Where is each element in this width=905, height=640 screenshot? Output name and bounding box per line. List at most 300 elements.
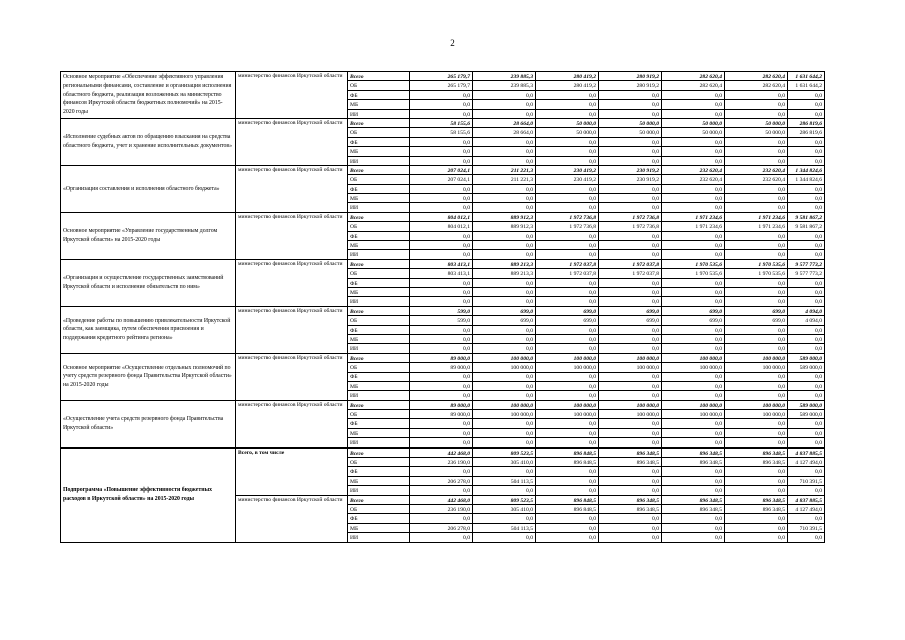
amount-cell: 0,0 xyxy=(410,194,473,203)
amount-cell: 100 000,0 xyxy=(662,410,725,419)
amount-cell: 889 912,3 xyxy=(473,222,536,231)
funding-source: Всего xyxy=(348,306,410,315)
amount-cell: 236 190,0 xyxy=(410,504,473,513)
amount-cell: 804 012,1 xyxy=(410,222,473,231)
amount-cell: 265 179,7 xyxy=(410,72,473,81)
amount-cell: 1 972 736,8 xyxy=(536,212,599,221)
amount-cell: 0,0 xyxy=(473,184,536,193)
amount-cell: 889 213,3 xyxy=(473,259,536,268)
amount-cell: 0,0 xyxy=(536,241,599,250)
amount-cell: 9 577 773,2 xyxy=(788,269,825,278)
amount-cell: 0,0 xyxy=(788,325,825,334)
amount-cell: 0,0 xyxy=(662,109,725,118)
amount-cell: 0,0 xyxy=(725,428,788,437)
amount-cell: 0,0 xyxy=(662,476,725,485)
amount-cell: 0,0 xyxy=(788,381,825,390)
amount-cell: 0,0 xyxy=(725,523,788,532)
funding-source: МБ xyxy=(348,428,410,437)
table-row xyxy=(61,400,825,409)
amount-cell: 0,0 xyxy=(725,184,788,193)
amount-cell: 0,0 xyxy=(725,381,788,390)
funding-source: ИИ xyxy=(348,156,410,165)
amount-cell: 0,0 xyxy=(536,203,599,212)
amount-cell: 232 620,4 xyxy=(662,175,725,184)
amount-cell: 0,0 xyxy=(662,344,725,353)
amount-cell: 89 000,0 xyxy=(410,410,473,419)
amount-cell: 282 620,4 xyxy=(662,81,725,90)
amount-cell: 100 000,0 xyxy=(536,400,599,409)
amount-cell: 896 348,5 xyxy=(725,448,788,458)
funding-source: ФБ xyxy=(348,419,410,428)
amount-cell: 0,0 xyxy=(788,467,825,476)
funding-source: МБ xyxy=(348,334,410,343)
amount-cell: 50 000,0 xyxy=(725,118,788,127)
amount-cell: 0,0 xyxy=(599,381,662,390)
amount-cell: 0,0 xyxy=(599,344,662,353)
funding-source: МБ xyxy=(348,381,410,390)
amount-cell: 699,0 xyxy=(662,306,725,315)
amount-cell: 0,0 xyxy=(410,419,473,428)
amount-cell: 0,0 xyxy=(410,325,473,334)
amount-cell: 0,0 xyxy=(599,100,662,109)
amount-cell: 28 664,0 xyxy=(473,128,536,137)
amount-cell: 710 391,5 xyxy=(788,523,825,532)
funding-source: МБ xyxy=(348,476,410,485)
amount-cell: 50 000,0 xyxy=(662,118,725,127)
amount-cell: 699,0 xyxy=(473,316,536,325)
amount-cell: 9 581 867,2 xyxy=(788,212,825,221)
funding-source: ФБ xyxy=(348,278,410,287)
amount-cell: 1 344 824,6 xyxy=(788,165,825,174)
amount-cell: 1 344 824,6 xyxy=(788,175,825,184)
funding-source: ФБ xyxy=(348,137,410,146)
funding-source: ФБ xyxy=(348,184,410,193)
table-row xyxy=(61,353,825,362)
amount-cell: 1 972 037,8 xyxy=(536,269,599,278)
amount-cell: 265 179,7 xyxy=(410,81,473,90)
amount-cell: 0,0 xyxy=(473,428,536,437)
amount-cell: 50 000,0 xyxy=(662,128,725,137)
funding-source: ФБ xyxy=(348,90,410,99)
amount-cell: 28 664,0 xyxy=(473,118,536,127)
funding-source: Всего xyxy=(348,400,410,409)
amount-cell: 1 972 736,8 xyxy=(599,222,662,231)
amount-cell: 0,0 xyxy=(536,147,599,156)
table-row xyxy=(61,448,825,458)
amount-cell: 1 971 234,6 xyxy=(725,222,788,231)
amount-cell: 0,0 xyxy=(410,250,473,259)
amount-cell: 0,0 xyxy=(788,391,825,400)
amount-cell: 0,0 xyxy=(536,372,599,381)
amount-cell: 0,0 xyxy=(536,486,599,495)
amount-cell: 0,0 xyxy=(662,184,725,193)
amount-cell: 0,0 xyxy=(599,147,662,156)
amount-cell: 0,0 xyxy=(662,250,725,259)
amount-cell: 0,0 xyxy=(410,184,473,193)
funding-source: МБ xyxy=(348,287,410,296)
amount-cell: 0,0 xyxy=(788,100,825,109)
amount-cell: 896 848,5 xyxy=(536,448,599,458)
table-row xyxy=(61,165,825,174)
funding-source: ФБ xyxy=(348,514,410,523)
amount-cell: 0,0 xyxy=(788,514,825,523)
amount-cell: 0,0 xyxy=(725,325,788,334)
amount-cell: 0,0 xyxy=(410,231,473,240)
amount-cell: 0,0 xyxy=(662,137,725,146)
amount-cell: 0,0 xyxy=(599,231,662,240)
amount-cell: 0,0 xyxy=(788,90,825,99)
amount-cell: 0,0 xyxy=(662,372,725,381)
amount-cell: 0,0 xyxy=(410,381,473,390)
amount-cell: 0,0 xyxy=(536,381,599,390)
executor-cell: министерство финансов Иркутской области xyxy=(236,400,348,447)
amount-cell: 206 278,0 xyxy=(410,476,473,485)
amount-cell: 0,0 xyxy=(788,137,825,146)
amount-cell: 0,0 xyxy=(599,156,662,165)
amount-cell: 699,0 xyxy=(599,316,662,325)
executor-cell: министерство финансов Иркутской области xyxy=(236,118,348,165)
amount-cell: 0,0 xyxy=(788,334,825,343)
amount-cell: 100 000,0 xyxy=(599,353,662,362)
amount-cell: 282 620,4 xyxy=(725,81,788,90)
amount-cell: 0,0 xyxy=(599,372,662,381)
amount-cell: 280 919,2 xyxy=(599,72,662,81)
amount-cell: 0,0 xyxy=(599,241,662,250)
amount-cell: 100 000,0 xyxy=(662,400,725,409)
amount-cell: 0,0 xyxy=(473,381,536,390)
amount-cell: 232 620,4 xyxy=(662,165,725,174)
activity-name: «Проведение работы по повышению привлекательности Иркутской области, как заемщика, путем обеспечения присвоения и поддержания кредитного рейтинга региона» xyxy=(61,306,236,353)
amount-cell: 0,0 xyxy=(599,467,662,476)
table-row xyxy=(61,306,825,315)
amount-cell: 0,0 xyxy=(473,419,536,428)
amount-cell: 0,0 xyxy=(536,467,599,476)
amount-cell: 0,0 xyxy=(473,90,536,99)
amount-cell: 0,0 xyxy=(473,334,536,343)
amount-cell: 0,0 xyxy=(473,231,536,240)
amount-cell: 1 971 234,6 xyxy=(725,212,788,221)
amount-cell: 589 000,0 xyxy=(788,400,825,409)
amount-cell: 889 912,3 xyxy=(473,212,536,221)
amount-cell: 0,0 xyxy=(536,428,599,437)
amount-cell: 0,0 xyxy=(536,250,599,259)
amount-cell: 0,0 xyxy=(410,137,473,146)
amount-cell: 100 000,0 xyxy=(662,353,725,362)
amount-cell: 207 024,1 xyxy=(410,175,473,184)
amount-cell: 286 819,6 xyxy=(788,118,825,127)
amount-cell: 0,0 xyxy=(725,514,788,523)
amount-cell: 0,0 xyxy=(410,100,473,109)
amount-cell: 305 410,0 xyxy=(473,458,536,467)
amount-cell: 0,0 xyxy=(536,325,599,334)
amount-cell: 0,0 xyxy=(725,137,788,146)
funding-source: МБ xyxy=(348,241,410,250)
amount-cell: 0,0 xyxy=(662,533,725,542)
amount-cell: 0,0 xyxy=(473,297,536,306)
amount-cell: 100 000,0 xyxy=(725,353,788,362)
amount-cell: 0,0 xyxy=(536,184,599,193)
funding-source: ИИ xyxy=(348,297,410,306)
amount-cell: 239 885,3 xyxy=(473,81,536,90)
amount-cell: 0,0 xyxy=(662,438,725,448)
executor-cell: министерство финансов Иркутской области xyxy=(236,259,348,306)
amount-cell: 896 348,5 xyxy=(662,504,725,513)
funding-source: ФБ xyxy=(348,372,410,381)
executor-cell: министерство финансов Иркутской области xyxy=(236,212,348,259)
executor-cell: министерство финансов Иркутской области xyxy=(236,495,348,542)
amount-cell: 50 000,0 xyxy=(536,128,599,137)
funding-source: Всего xyxy=(348,259,410,268)
amount-cell: 0,0 xyxy=(410,486,473,495)
amount-cell: 896 348,5 xyxy=(599,504,662,513)
funding-source: Всего xyxy=(348,212,410,221)
funding-source: ОБ xyxy=(348,410,410,419)
funding-source: Всего xyxy=(348,495,410,504)
amount-cell: 0,0 xyxy=(788,184,825,193)
activity-name: Основное мероприятие «Управление государственным долгом Иркутской области» на 2015-2020 годы xyxy=(61,212,236,259)
funding-source: ФБ xyxy=(348,467,410,476)
amount-cell: 0,0 xyxy=(725,194,788,203)
amount-cell: 0,0 xyxy=(662,325,725,334)
table-row xyxy=(61,212,825,221)
budget-table-container xyxy=(60,71,825,543)
amount-cell: 100 000,0 xyxy=(536,410,599,419)
amount-cell: 0,0 xyxy=(536,419,599,428)
amount-cell: 0,0 xyxy=(662,391,725,400)
amount-cell: 0,0 xyxy=(410,287,473,296)
amount-cell: 699,0 xyxy=(662,316,725,325)
amount-cell: 89 000,0 xyxy=(410,353,473,362)
amount-cell: 0,0 xyxy=(725,486,788,495)
amount-cell: 0,0 xyxy=(410,514,473,523)
amount-cell: 0,0 xyxy=(410,428,473,437)
funding-source: ФБ xyxy=(348,325,410,334)
amount-cell: 100 000,0 xyxy=(599,410,662,419)
amount-cell: 896 348,5 xyxy=(662,448,725,458)
amount-cell: 286 819,6 xyxy=(788,128,825,137)
amount-cell: 0,0 xyxy=(725,231,788,240)
amount-cell: 50 000,0 xyxy=(725,128,788,137)
amount-cell: 9 581 867,2 xyxy=(788,222,825,231)
amount-cell: 0,0 xyxy=(410,241,473,250)
amount-cell: 89 000,0 xyxy=(410,400,473,409)
amount-cell: 0,0 xyxy=(662,428,725,437)
amount-cell: 1 972 736,8 xyxy=(599,212,662,221)
amount-cell: 0,0 xyxy=(725,250,788,259)
amount-cell: 0,0 xyxy=(536,476,599,485)
amount-cell: 0,0 xyxy=(662,278,725,287)
amount-cell: 0,0 xyxy=(473,486,536,495)
amount-cell: 0,0 xyxy=(599,184,662,193)
amount-cell: 4 094,0 xyxy=(788,306,825,315)
amount-cell: 0,0 xyxy=(725,467,788,476)
amount-cell: 0,0 xyxy=(536,137,599,146)
activity-name: Подпрограмма «Повышение эффективности бюджетных расходов в Иркутской области» на 2015-2020 годы xyxy=(61,448,236,542)
executor-cell: Всего, в том числе xyxy=(236,448,348,495)
amount-cell: 0,0 xyxy=(410,467,473,476)
amount-cell: 4 127 494,0 xyxy=(788,504,825,513)
amount-cell: 239 885,3 xyxy=(473,72,536,81)
amount-cell: 0,0 xyxy=(788,156,825,165)
amount-cell: 0,0 xyxy=(788,533,825,542)
amount-cell: 0,0 xyxy=(725,476,788,485)
amount-cell: 9 577 773,2 xyxy=(788,259,825,268)
amount-cell: 0,0 xyxy=(536,533,599,542)
amount-cell: 0,0 xyxy=(662,514,725,523)
amount-cell: 442 468,0 xyxy=(410,495,473,504)
funding-source: ОБ xyxy=(348,269,410,278)
amount-cell: 0,0 xyxy=(599,90,662,99)
amount-cell: 0,0 xyxy=(410,391,473,400)
amount-cell: 589 000,0 xyxy=(788,410,825,419)
amount-cell: 699,0 xyxy=(599,306,662,315)
amount-cell: 0,0 xyxy=(788,203,825,212)
amount-cell: 0,0 xyxy=(473,278,536,287)
amount-cell: 100 000,0 xyxy=(473,410,536,419)
amount-cell: 699,0 xyxy=(725,306,788,315)
amount-cell: 896 348,5 xyxy=(662,495,725,504)
amount-cell: 0,0 xyxy=(725,90,788,99)
amount-cell: 1 972 736,8 xyxy=(536,222,599,231)
amount-cell: 100 000,0 xyxy=(536,363,599,372)
funding-source: Всего xyxy=(348,118,410,127)
amount-cell: 0,0 xyxy=(662,147,725,156)
amount-cell: 0,0 xyxy=(410,372,473,381)
amount-cell: 896 348,5 xyxy=(599,495,662,504)
amount-cell: 0,0 xyxy=(599,278,662,287)
amount-cell: 0,0 xyxy=(536,344,599,353)
amount-cell: 803 413,1 xyxy=(410,259,473,268)
funding-source: ОБ xyxy=(348,175,410,184)
amount-cell: 896 848,5 xyxy=(536,504,599,513)
amount-cell: 1 631 644,2 xyxy=(788,81,825,90)
amount-cell: 100 000,0 xyxy=(473,363,536,372)
amount-cell: 0,0 xyxy=(788,194,825,203)
amount-cell: 0,0 xyxy=(536,438,599,448)
amount-cell: 0,0 xyxy=(788,147,825,156)
budget-table-body xyxy=(61,72,825,543)
amount-cell: 1 972 037,8 xyxy=(536,259,599,268)
amount-cell: 0,0 xyxy=(662,334,725,343)
amount-cell: 896 348,5 xyxy=(725,458,788,467)
amount-cell: 0,0 xyxy=(599,419,662,428)
funding-source: ИИ xyxy=(348,344,410,353)
amount-cell: 0,0 xyxy=(473,250,536,259)
amount-cell: 0,0 xyxy=(473,372,536,381)
amount-cell: 0,0 xyxy=(725,438,788,448)
table-row xyxy=(61,259,825,268)
amount-cell: 0,0 xyxy=(473,194,536,203)
amount-cell: 232 620,4 xyxy=(725,175,788,184)
amount-cell: 699,0 xyxy=(536,306,599,315)
amount-cell: 896 348,5 xyxy=(725,495,788,504)
amount-cell: 280 419,2 xyxy=(536,72,599,81)
amount-cell: 305 410,0 xyxy=(473,504,536,513)
amount-cell: 100 000,0 xyxy=(599,363,662,372)
amount-cell: 58 155,6 xyxy=(410,118,473,127)
amount-cell: 0,0 xyxy=(725,372,788,381)
amount-cell: 0,0 xyxy=(662,381,725,390)
amount-cell: 0,0 xyxy=(536,156,599,165)
funding-source: ОБ xyxy=(348,504,410,513)
amount-cell: 0,0 xyxy=(599,137,662,146)
amount-cell: 0,0 xyxy=(725,100,788,109)
activity-name: «Осуществление учета средств резервного фонда Правительства Иркутской области» xyxy=(61,400,236,447)
amount-cell: 0,0 xyxy=(473,514,536,523)
funding-source: ИИ xyxy=(348,203,410,212)
amount-cell: 442 468,0 xyxy=(410,448,473,458)
amount-cell: 1 972 037,8 xyxy=(599,269,662,278)
amount-cell: 0,0 xyxy=(536,100,599,109)
amount-cell: 230 419,2 xyxy=(536,175,599,184)
amount-cell: 896 848,5 xyxy=(536,458,599,467)
executor-cell: министерство финансов Иркутской области xyxy=(236,353,348,400)
amount-cell: 0,0 xyxy=(662,467,725,476)
amount-cell: 0,0 xyxy=(599,514,662,523)
amount-cell: 0,0 xyxy=(599,325,662,334)
amount-cell: 699,0 xyxy=(536,316,599,325)
amount-cell: 0,0 xyxy=(599,523,662,532)
amount-cell: 599,0 xyxy=(410,306,473,315)
amount-cell: 89 000,0 xyxy=(410,363,473,372)
amount-cell: 1 970 535,6 xyxy=(725,259,788,268)
amount-cell: 0,0 xyxy=(662,523,725,532)
amount-cell: 0,0 xyxy=(473,203,536,212)
amount-cell: 0,0 xyxy=(410,90,473,99)
amount-cell: 282 620,4 xyxy=(725,72,788,81)
amount-cell: 0,0 xyxy=(599,194,662,203)
amount-cell: 0,0 xyxy=(473,287,536,296)
executor-cell: министерство финансов Иркутской области xyxy=(236,72,348,119)
amount-cell: 0,0 xyxy=(662,486,725,495)
amount-cell: 0,0 xyxy=(599,109,662,118)
amount-cell: 282 620,4 xyxy=(662,72,725,81)
amount-cell: 0,0 xyxy=(473,438,536,448)
amount-cell: 0,0 xyxy=(536,109,599,118)
amount-cell: 0,0 xyxy=(536,90,599,99)
amount-cell: 0,0 xyxy=(788,428,825,437)
amount-cell: 1 970 535,6 xyxy=(662,269,725,278)
activity-name: «Организация и осуществление государственных заимствований Иркутской области и исполнение обязательств по ним» xyxy=(61,259,236,306)
amount-cell: 100 000,0 xyxy=(473,400,536,409)
amount-cell: 0,0 xyxy=(473,533,536,542)
funding-source: Всего xyxy=(348,448,410,458)
amount-cell: 0,0 xyxy=(725,241,788,250)
amount-cell: 0,0 xyxy=(725,109,788,118)
amount-cell: 0,0 xyxy=(662,287,725,296)
amount-cell: 100 000,0 xyxy=(536,353,599,362)
amount-cell: 0,0 xyxy=(788,438,825,448)
amount-cell: 0,0 xyxy=(410,109,473,118)
amount-cell: 1 971 234,6 xyxy=(662,212,725,221)
amount-cell: 0,0 xyxy=(599,533,662,542)
amount-cell: 4 837 885,5 xyxy=(788,448,825,458)
amount-cell: 0,0 xyxy=(473,137,536,146)
amount-cell: 0,0 xyxy=(536,391,599,400)
amount-cell: 0,0 xyxy=(662,100,725,109)
funding-source: ОБ xyxy=(348,222,410,231)
amount-cell: 0,0 xyxy=(410,147,473,156)
amount-cell: 0,0 xyxy=(473,100,536,109)
amount-cell: 0,0 xyxy=(536,278,599,287)
amount-cell: 0,0 xyxy=(788,241,825,250)
amount-cell: 0,0 xyxy=(473,109,536,118)
amount-cell: 896 348,5 xyxy=(725,504,788,513)
funding-source: ИИ xyxy=(348,391,410,400)
amount-cell: 504 113,5 xyxy=(473,476,536,485)
amount-cell: 230 919,2 xyxy=(599,165,662,174)
amount-cell: 0,0 xyxy=(725,344,788,353)
